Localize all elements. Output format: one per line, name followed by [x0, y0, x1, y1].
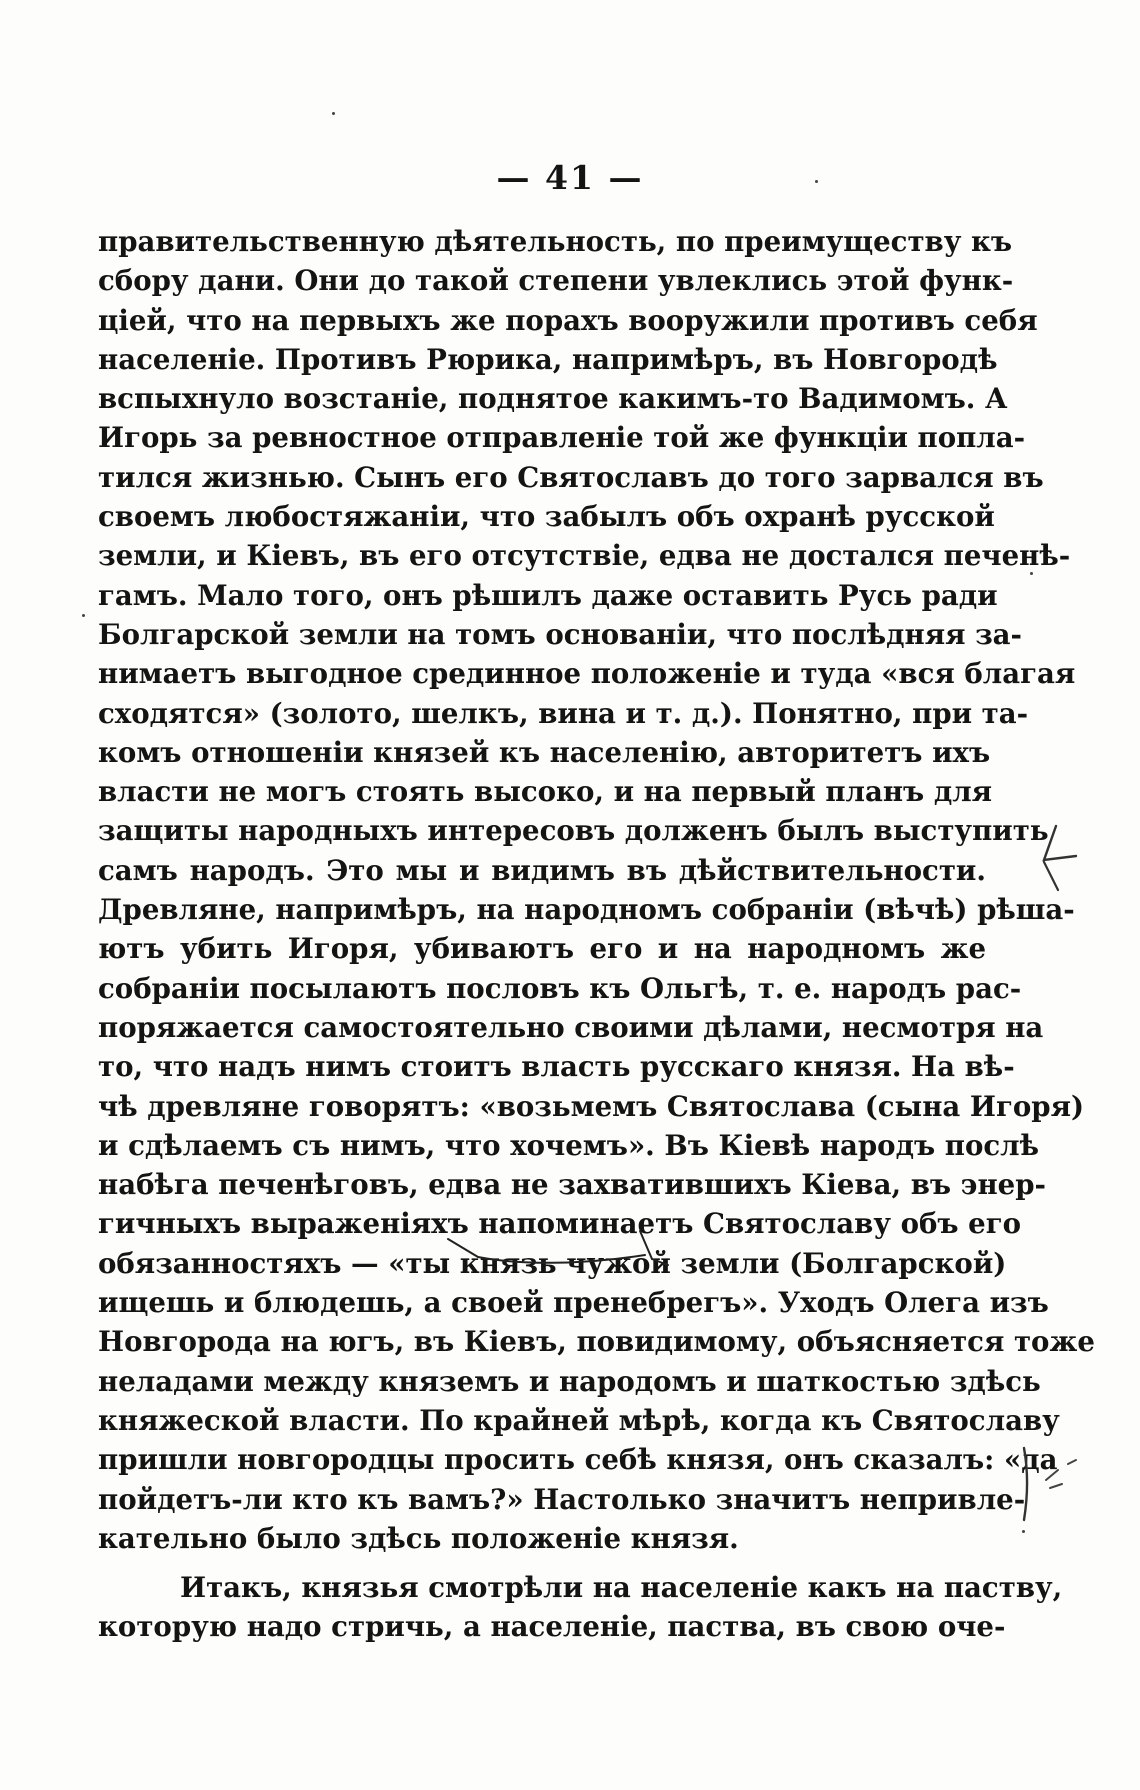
- margin-bracket-mark: [1012, 1440, 1092, 1530]
- text-line-paragraph-end: кательно было здѣсь положеніе князя.: [98, 1521, 739, 1555]
- text-line: вспыхнуло возстаніе, поднятое какимъ-то Вадимомъ. А: [98, 382, 1008, 416]
- paper-speck: [332, 112, 335, 115]
- text-line: тился жизнью. Сынъ его Святославъ до того зарвался въ: [98, 460, 1044, 494]
- text-line-paragraph-start: Итакъ, князья смотрѣли на населеніе какъ на паству,: [180, 1571, 1063, 1605]
- paper-speck: [815, 180, 818, 183]
- text-line: земли, и Кіевъ, въ его отсутствіе, едва не достался печенѣ-: [98, 539, 1071, 573]
- text-line: ютъ убить Игоря, убиваютъ его и на народномъ же: [98, 932, 986, 966]
- pencil-underline-mark: [440, 1225, 680, 1295]
- text-line: Игорь за ревностное отправленіе той же функціи попла-: [98, 421, 1026, 455]
- page-number: — 41 —: [496, 158, 644, 197]
- text-line: гичныхъ выраженіяхъ напоминаетъ Святославу объ его: [98, 1207, 1022, 1241]
- text-line: правительственную дѣятельность, по преимуществу къ: [98, 225, 1013, 258]
- text-line: сходятся» (золото, шелкъ, вина и т. д.). Понятно, при та-: [98, 696, 1029, 730]
- text-line: поряжается самостоятельно своими дѣлами, несмотря на: [98, 1010, 1044, 1044]
- text-line: Древляне, напримѣръ, на народномъ собраніи (вѣчѣ) рѣша-: [98, 893, 1075, 927]
- text-line: неладами между княземъ и народомъ и шаткостью здѣсь: [98, 1364, 1041, 1398]
- paper-speck: [1030, 572, 1033, 575]
- text-line: сбору дани. Они до такой степени увлеклись этой функ-: [98, 264, 1014, 298]
- text-line: пришли новгородцы просить себѣ князя, онъ сказалъ: «да: [98, 1443, 1058, 1477]
- text-line: обязанностяхъ — «ты князь чужой земли (Болгарской): [98, 1246, 1007, 1280]
- text-line: защиты народныхъ интересовъ долженъ былъ выступить: [98, 814, 1049, 848]
- text-line: населеніе. Противъ Рюрика, напримѣръ, въ Новгородѣ: [98, 342, 998, 376]
- text-line: самъ народъ. Это мы и видимъ въ дѣйствительности.: [98, 853, 986, 887]
- paper-speck: [82, 614, 85, 617]
- text-line: собраніи посылаютъ пословъ къ Ольгѣ, т. е. народъ рас-: [98, 971, 1022, 1005]
- text-line: ціей, что на первыхъ же порахъ вооружили противъ себя: [98, 303, 1038, 337]
- text-line: и сдѣлаемъ съ нимъ, что хочемъ». Въ Кіевѣ народъ послѣ: [98, 1128, 1040, 1162]
- text-line: набѣга печенѣговъ, едва не захватившихъ Кіева, въ энер-: [98, 1168, 1046, 1202]
- text-line: нимаетъ выгодное срединное положеніе и туда «вся благая: [98, 657, 1076, 691]
- text-line: гамъ. Мало того, онъ рѣшилъ даже оставить Русь ради: [98, 578, 998, 612]
- text-line: Болгарской земли на томъ основаніи, что послѣдняя за-: [98, 617, 1023, 651]
- text-line: которую надо стричь, а населеніе, паства, въ свою оче-: [98, 1610, 1006, 1644]
- text-line: то, что надъ нимъ стоитъ власть русскаго князя. На вѣ-: [98, 1050, 1015, 1084]
- text-line: Новгорода на югъ, въ Кіевъ, повидимому, объясняется тоже: [98, 1325, 1095, 1359]
- text-line: княжеской власти. По крайней мѣрѣ, когда къ Святославу: [98, 1403, 1060, 1437]
- margin-arrow-mark: [1022, 820, 1082, 900]
- text-line: чѣ древляне говорятъ: «возьмемъ Святослава (сына Игоря): [98, 1089, 1085, 1123]
- text-line: комъ отношеніи князей къ населенію, авторитетъ ихъ: [98, 735, 991, 769]
- text-line: власти не могъ стоять высоко, и на первый планъ для: [98, 775, 993, 809]
- text-line: ищешь и блюдешь, а своей пренебрегъ». Уходъ Олега изъ: [98, 1286, 1049, 1320]
- text-line: своемъ любостяжаніи, что забылъ объ охранѣ русской: [98, 500, 995, 534]
- text-line: пойдетъ-ли кто къ вамъ?» Настолько значитъ непривле-: [98, 1482, 1026, 1516]
- paper-speck: [1022, 1530, 1025, 1533]
- paragraph-gap: [98, 1558, 986, 1568]
- body-text: [98, 222, 1095, 1647]
